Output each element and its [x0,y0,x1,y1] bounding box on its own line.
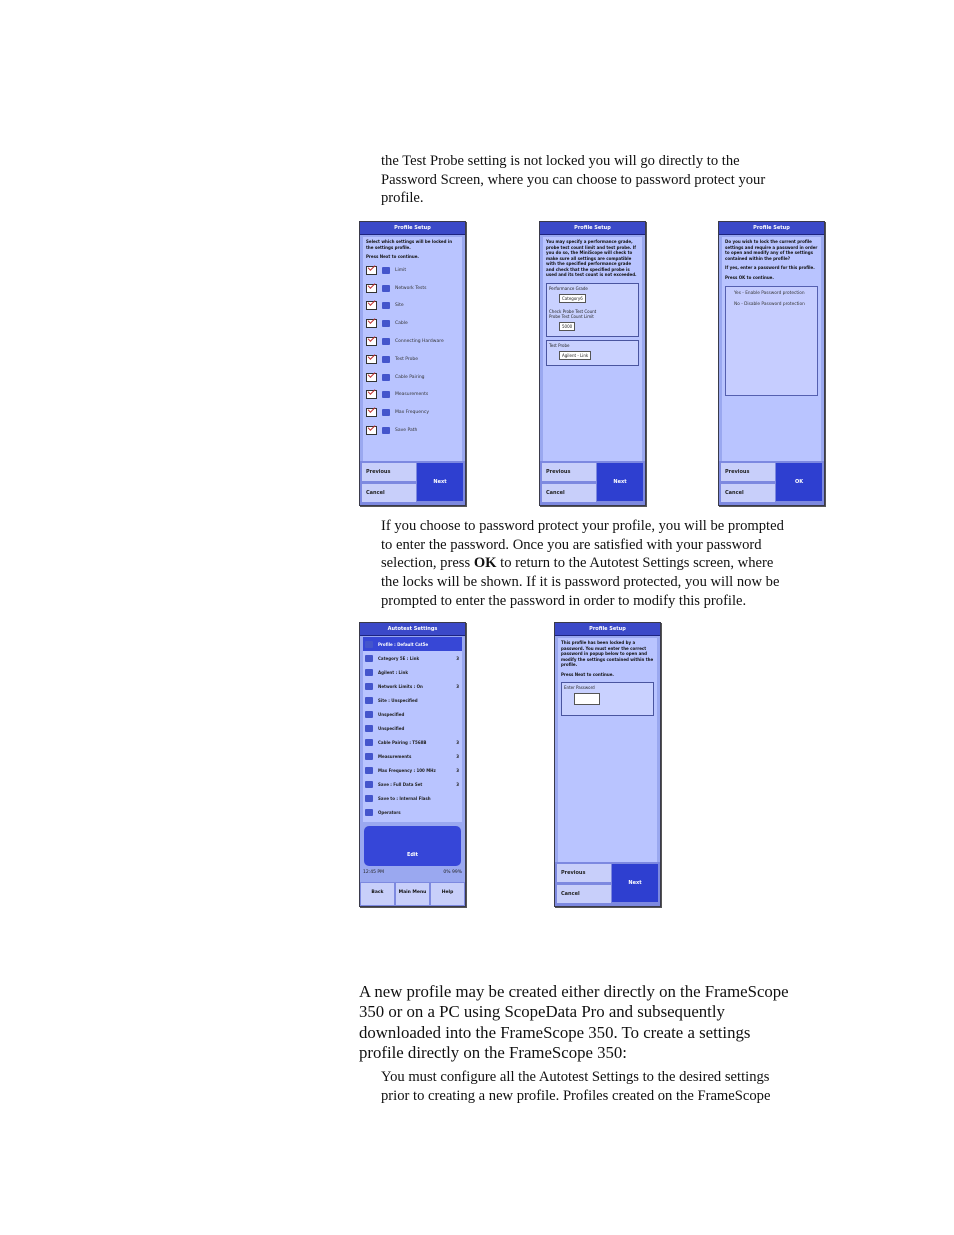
setting-icon [365,753,373,760]
settings-row-label: Agilent : Link [378,669,408,675]
button-bar [555,862,660,906]
setting-icon [365,795,373,802]
settings-row-label: Save to : Internal Flash [378,795,431,801]
screen-message: Select which settings will be locked in the settings profile. [366,239,453,250]
text-fragment: selection, press [381,555,474,572]
lock-checkbox[interactable] [366,355,377,364]
lock-checkbox[interactable] [366,390,377,399]
setting-icon [382,374,390,381]
screen-body [722,237,821,462]
paragraph-new-profile [359,982,789,1064]
setting-icon [365,641,373,648]
setting-icon [382,285,390,292]
settings-row-count: 3 [456,781,459,787]
battery-status: 0% 99% [443,870,462,875]
check-probe-checkbox[interactable]: Check Probe Test Count [549,308,597,314]
setting-label: Cable Pairing [395,374,425,380]
lock-setting-row[interactable] [363,386,462,404]
setting-icon [365,725,373,732]
settings-row-label: Unspecified [378,725,405,731]
settings-row-count: 3 [456,683,459,689]
lock-setting-row[interactable] [363,333,462,351]
lock-setting-row[interactable] [363,315,462,333]
lock-checkbox[interactable] [366,301,377,310]
screen-title: Autotest Settings [360,623,465,636]
text-line: You must configure all the Autotest Settings to the desired settings [381,1069,770,1085]
cancel-button[interactable]: Cancel [721,484,775,502]
settings-row[interactable] [363,749,462,763]
setting-label: Max Frequency [395,410,429,416]
setting-label: Limit [395,267,407,273]
setting-icon [365,655,373,662]
password-options [725,286,818,396]
password-field[interactable] [574,693,600,705]
lock-setting-row[interactable] [363,262,462,280]
setting-label: Network Tests [395,285,427,291]
screen-hint-ok: Press OK to continue. [725,274,774,280]
profile-setup-password-screen [718,221,825,506]
settings-row[interactable] [363,791,462,805]
performance-grade-label: Performance Grade [549,285,588,291]
back-button[interactable]: Back [361,883,394,905]
lock-checkbox[interactable] [366,408,377,417]
setting-label: Site [395,303,404,309]
text-line: A new profile may be created either directly on the FrameScope [359,982,789,1001]
test-probe-group [546,340,639,366]
bottom-nav [360,882,465,906]
setting-icon [382,409,390,416]
lock-settings-list [363,262,462,440]
settings-row[interactable] [363,735,462,749]
paragraph-configure [381,1068,770,1105]
setting-icon [382,427,390,434]
setting-label: Measurements [395,392,429,398]
setting-icon [382,302,390,309]
password-label: Enter Password [564,685,595,690]
next-button[interactable]: Next [417,463,463,501]
setting-icon [382,391,390,398]
cancel-button[interactable]: Cancel [557,885,611,903]
ok-keyword: OK [473,555,497,572]
setting-label: Cable [395,321,408,327]
disable-password-radio[interactable]: No - Disable Password protection [734,302,805,307]
previous-button[interactable]: Previous [721,463,775,481]
button-bar [540,461,645,505]
settings-row[interactable] [363,679,462,693]
edit-button[interactable]: Edit [364,826,461,866]
setting-icon [365,669,373,676]
settings-row-label: Measurements [378,753,412,759]
text-fragment: to return to the Autotest Settings screen, where [496,555,774,572]
paragraph-password [381,517,784,611]
setting-icon [365,683,373,690]
settings-row[interactable] [363,721,462,735]
setting-icon [365,739,373,746]
settings-row[interactable] [363,777,462,791]
setting-icon [365,711,373,718]
settings-row-label: Save : Full Data Set [378,781,423,787]
settings-row-count: 3 [456,655,459,661]
lock-checkbox[interactable] [366,337,377,346]
setting-icon [382,338,390,345]
text-line: prompted to enter the password in order to modify this profile. [381,592,747,609]
setting-icon [365,781,373,788]
settings-row-label: Cable Pairing : T568B [378,739,427,745]
settings-row[interactable] [363,665,462,679]
text-line: 350 or on a PC using ScopeData Pro and subsequently [359,1002,725,1022]
lock-setting-row[interactable] [363,350,462,368]
lock-checkbox[interactable] [366,319,377,328]
lock-setting-row[interactable] [363,297,462,315]
probe-limit-field[interactable]: 5000 [559,322,575,331]
settings-row-label: Operators [378,809,401,815]
lock-checkbox[interactable] [366,426,377,435]
profile-setup-lock-screen [359,221,466,506]
profile-locked-screen [554,622,661,907]
lock-setting-row[interactable] [363,422,462,440]
status-bar [363,870,462,880]
text-line: prior to creating a new profile. Profiles created on the FrameScope [381,1087,771,1104]
screen-title: Profile Setup [540,222,645,235]
setting-icon [382,320,390,327]
screen-message: This profile has been locked by a password. You must enter the correct password in popup below to open and modify the settings contained within the profile. [561,640,654,667]
setting-icon [365,697,373,704]
autotest-settings-screen [359,622,466,907]
setting-label: Test Probe [395,356,419,362]
performance-grade-field[interactable]: Category6 [559,294,586,303]
setting-icon [382,267,390,274]
button-bar [719,461,824,505]
settings-row[interactable] [363,763,462,777]
previous-button[interactable]: Previous [542,463,596,481]
screen-message: You may specify a performance grade, probe test count limit and test probe. If you do so, the MiniScope will check to make sure all settings are compatible with the specified performance grade and check that the specified probe is used and its test count is not exceeded. [546,239,637,277]
profile-setup-performance-screen [539,221,646,506]
screen-body [558,638,657,863]
cancel-button[interactable]: Cancel [542,484,596,502]
text-line [381,554,784,573]
lock-checkbox[interactable] [366,266,377,275]
settings-row[interactable] [363,651,462,665]
main-menu-button[interactable]: Main Menu [396,883,429,905]
settings-row[interactable] [363,707,462,721]
setting-icon [382,356,390,363]
next-button[interactable]: Next [597,463,643,501]
help-button[interactable]: Help [431,883,464,905]
clock: 12:45 PM [363,870,384,875]
button-bar [360,461,465,505]
ok-button[interactable]: OK [776,463,822,501]
settings-row-label: Profile : Default Cat5e [378,641,429,647]
screen-title: Profile Setup [719,222,824,235]
text-line: to enter the password. Once you are satisfied with your password [381,536,762,553]
next-button[interactable]: Next [612,864,658,902]
screen-title: Profile Setup [555,623,660,636]
settings-row-count: 3 [456,739,459,745]
text-line: profile directly on the FrameScope 350: [359,1043,627,1063]
lock-checkbox[interactable] [366,373,377,382]
test-probe-field[interactable]: Agilent - Link [559,351,591,360]
screen-hint: If yes, enter a password for this profile. [725,265,815,270]
setting-icon [365,809,373,816]
text-line: Password Screen, where you can choose to password protect your [381,171,766,188]
settings-row-count: 3 [456,767,459,773]
setting-label: Connecting Hardware [395,339,444,345]
previous-button[interactable]: Previous [557,864,611,882]
test-probe-label: Test Probe [549,342,570,348]
settings-row-count: 3 [456,753,459,759]
screen-hint: Press Next to continue. [561,671,614,677]
screen-hint: Press Next to continue. [366,254,419,259]
autotest-settings-list [363,637,462,822]
setting-icon [365,767,373,774]
previous-button[interactable]: Previous [362,463,416,481]
screen-body [543,237,642,462]
probe-limit-label: Probe Test Count Limit [549,313,594,319]
lock-setting-row[interactable] [363,279,462,297]
settings-row[interactable] [363,805,462,819]
settings-row-label: Network Limits : On [378,683,423,689]
text-line: If you choose to password protect your profile, you will be prompted [381,518,784,534]
cancel-button[interactable]: Cancel [362,484,416,502]
paragraph-test-probe [381,152,765,208]
settings-row-label: Category 5E : Link [378,655,420,661]
screen-body [363,237,462,462]
lock-setting-row[interactable] [363,404,462,422]
lock-setting-row[interactable] [363,368,462,386]
password-group [561,682,654,716]
setting-label: Save Path [395,428,418,434]
text-line: the locks will be shown. If it is password protected, you will now be [381,574,780,591]
lock-checkbox[interactable] [366,284,377,293]
screen-message: Do you wish to lock the current profile settings and require a password in order to open and modify any of the settings contained within the profile? [725,239,818,261]
settings-row-label: Max Frequency : 100 MHz [378,767,436,773]
text-line: profile. [381,190,424,207]
text-line: downloaded into the FrameScope 350. To create a settings [359,1022,751,1042]
settings-row[interactable] [363,693,462,707]
settings-row-label: Unspecified [378,711,405,717]
enable-password-radio[interactable]: Yes - Enable Password protection [734,291,805,296]
performance-grade-group [546,283,639,337]
text-line: the Test Probe setting is not locked you will go directly to the [381,153,740,169]
screen-title: Profile Setup [360,222,465,235]
settings-row[interactable] [363,637,462,651]
settings-row-label: Site : Unspecified [378,697,418,703]
